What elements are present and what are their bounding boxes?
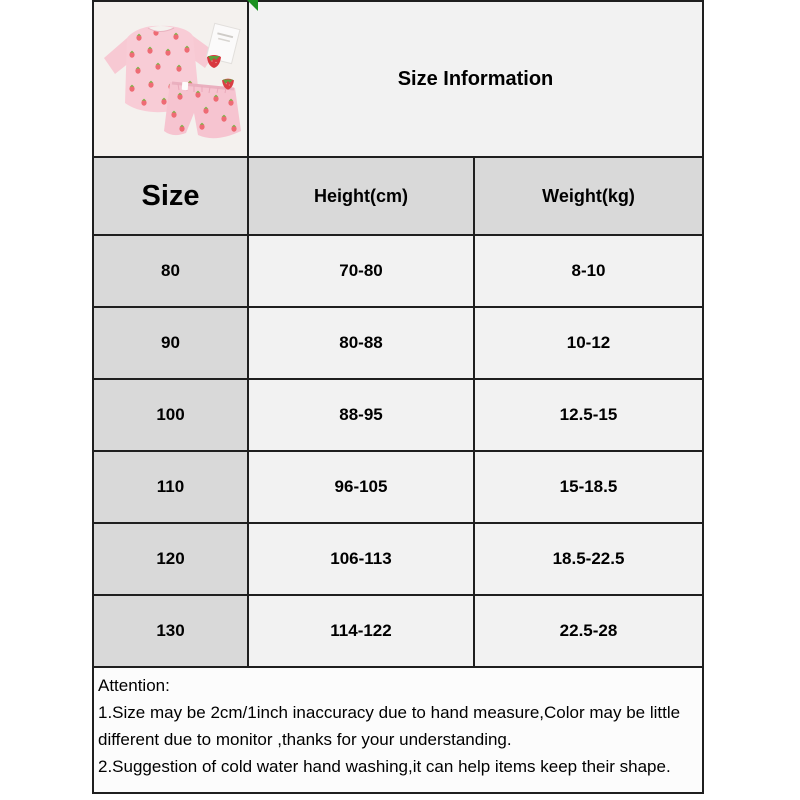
row-weight-value: 8-10 xyxy=(475,236,702,306)
row-size-label: 110 xyxy=(94,452,247,522)
green-corner-flag-icon xyxy=(247,0,258,11)
row-size-label: 80 xyxy=(94,236,247,306)
row-height-value: 106-113 xyxy=(249,524,473,594)
attention-note-1: 1.Size may be 2cm/1inch inaccuracy due to hand measure,Color may be little different due to monitor ,thanks for your understanding. xyxy=(98,703,681,749)
row-height-value: 88-95 xyxy=(249,380,473,450)
row-height-value: 114-122 xyxy=(249,596,473,666)
product-photo-cell xyxy=(94,2,247,156)
column-header-height: Height(cm) xyxy=(249,158,473,234)
attention-note-2: 2.Suggestion of cold water hand washing,it can help items keep their shape. xyxy=(98,757,671,776)
row-height-value: 70-80 xyxy=(249,236,473,306)
row-size-label: 90 xyxy=(94,308,247,378)
page-title: Size Information xyxy=(397,67,554,90)
attention-section xyxy=(94,668,702,792)
row-weight-value: 22.5-28 xyxy=(475,596,702,666)
row-weight-value: 15-18.5 xyxy=(475,452,702,522)
row-height-value: 96-105 xyxy=(249,452,473,522)
column-header-weight: Weight(kg) xyxy=(475,158,702,234)
row-weight-value: 12.5-15 xyxy=(475,380,702,450)
row-weight-value: 18.5-22.5 xyxy=(475,524,702,594)
row-size-label: 100 xyxy=(94,380,247,450)
size-chart-sheet xyxy=(92,0,704,794)
row-size-label: 130 xyxy=(94,596,247,666)
row-size-label: 120 xyxy=(94,524,247,594)
column-header-size: Size xyxy=(94,158,247,234)
row-weight-value: 10-12 xyxy=(475,308,702,378)
attention-title: Attention: xyxy=(98,676,170,695)
row-height-value: 80-88 xyxy=(249,308,473,378)
shorts-image xyxy=(164,82,241,138)
product-photo xyxy=(94,2,247,156)
size-information-header-cell xyxy=(249,2,702,156)
